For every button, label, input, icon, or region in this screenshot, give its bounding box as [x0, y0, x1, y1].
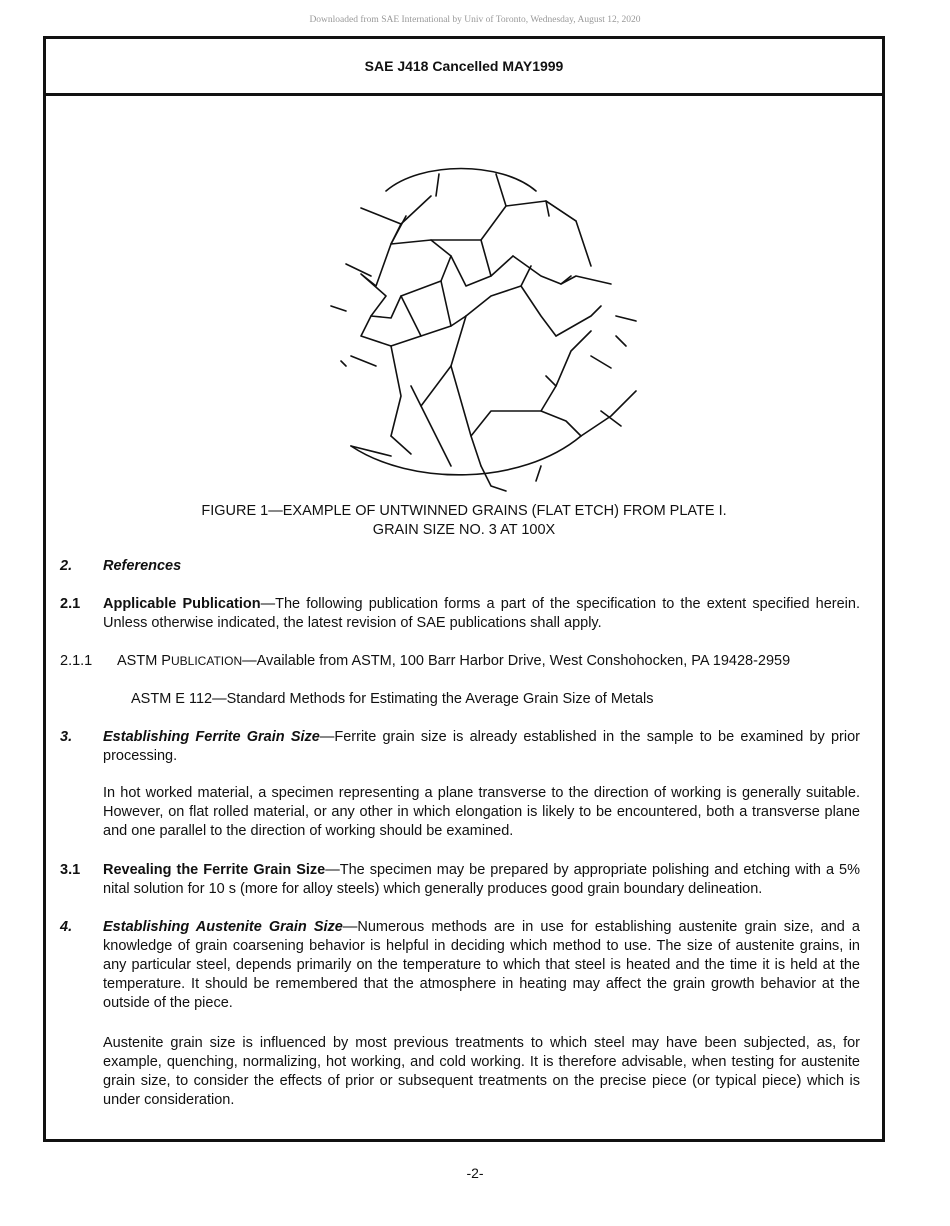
section-3 — [60, 728, 860, 766]
section-number: 2. — [60, 558, 73, 574]
section-number: 2.1 — [60, 596, 81, 612]
section-number: 3.1 — [60, 862, 81, 878]
astm-reference: ASTM E 112—Standard Methods for Estimating the Average Grain Size of Metals — [131, 691, 654, 707]
section-title: Revealing the Ferrite Grain Size — [103, 862, 326, 878]
section-4 — [60, 918, 860, 1013]
grain-boundary-drawing — [291, 136, 641, 496]
paragraph-text: In hot worked material, a specimen representing a plane transverse to the direction of working is generally suitable. However, on flat rolled material, or any other in which elongation is likely to be encountered, both a transverse plane and one parallel to the direction of working should be examined. — [103, 785, 860, 839]
section-text: —Ferrite grain size is already established in the sample to be examined by prior processing. — [103, 729, 860, 764]
section-title: Establishing Ferrite Grain Size — [103, 729, 320, 745]
page-number: -2- — [466, 1165, 484, 1181]
section-lead-smallcaps: UBLICATION — [170, 654, 243, 668]
figure-caption — [46, 502, 882, 540]
download-note: Downloaded from SAE International by Univ of Toronto, Wednesday, August 12, 2020 — [309, 15, 641, 25]
section-number: 2.1.1 — [60, 653, 93, 669]
document-title: SAE J418 Cancelled MAY1999 — [46, 39, 882, 96]
section-text: —The specimen may be prepared by appropriate polishing and etching with a 5% nital solution for 10 s (more for alloy steels) which generally produces good grain boundary delineation. — [103, 862, 860, 897]
section-title: Applicable Publication — [103, 596, 261, 612]
section-title: References — [103, 558, 182, 574]
section-3-1 — [60, 861, 860, 899]
section-title: Establishing Austenite Grain Size — [103, 919, 343, 935]
paragraph-text: Austenite grain size is influenced by most previous treatments to which steel may have been subjected, as, for example, quenching, normalizing, hot working, and cold working. It is therefore advisable, when testing for austenite grain size, to consider the effects of prior or subsequent treatments on the precise piece (or typical piece) which is under consideration. — [103, 1035, 860, 1108]
section-4-para2 — [60, 1034, 860, 1110]
section-2-1-1 — [60, 652, 860, 671]
section-2-1 — [60, 595, 860, 633]
grain-micrograph-figure — [291, 136, 641, 496]
figure-caption-line2: GRAIN SIZE NO. 3 AT 100X — [372, 522, 556, 538]
section-text: —Numerous methods are in use for establishing austenite grain size, and a knowledge of grain coarsening behavior is helpful in deciding which method to use. The size of austenite grains, in any particular steel, depends primarily on the temperature to which that steel is heated and the time it is held at the temperature. It should be remembered that the atmosphere in heating may affect the grain growth behavior at the outside of the piece. — [103, 919, 860, 1011]
section-3-para2 — [60, 784, 860, 841]
page-frame — [43, 36, 885, 1142]
section-references — [60, 557, 860, 576]
section-number: 3. — [60, 729, 73, 745]
section-number: 4. — [60, 919, 73, 935]
figure-caption-line1: FIGURE 1—EXAMPLE OF UNTWINNED GRAINS (FLAT ETCH) FROM PLATE I. — [201, 503, 727, 519]
section-lead: ASTM P — [117, 653, 171, 669]
section-text: —The following publication forms a part of the specification to the extent specified herein. Unless otherwise indicated, the latest revision of SAE publications shall apply. — [103, 596, 861, 631]
section-text: —Available from ASTM, 100 Barr Harbor Drive, West Conshohocken, PA 19428-2959 — [242, 653, 791, 669]
